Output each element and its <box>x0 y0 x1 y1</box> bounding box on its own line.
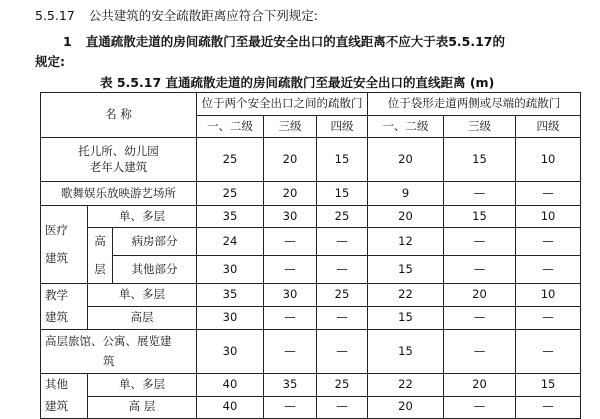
row-label-teaching <box>41 284 88 330</box>
cell: — <box>444 307 516 330</box>
cell: 40 <box>197 396 264 418</box>
cell: 15 <box>444 206 516 228</box>
cell: 25 <box>197 182 264 206</box>
row-label-line: 高层旅馆、公寓、展览建 <box>45 334 172 349</box>
cell: 15 <box>444 138 516 182</box>
cell: 20 <box>444 284 516 307</box>
table-row <box>41 182 581 206</box>
cell: 20 <box>264 182 317 206</box>
row-label-others <box>41 374 88 419</box>
header-level12: 一、二级 <box>197 116 264 138</box>
cell: — <box>444 228 516 256</box>
cell: 20 <box>368 138 444 182</box>
table-row <box>41 138 581 182</box>
cell: 30 <box>264 206 317 228</box>
item-line-1 <box>63 32 505 50</box>
row-label-others-high: 高 层 <box>88 396 197 418</box>
row-label-line: 建筑 <box>45 399 68 414</box>
row-label-teaching-multi: 单、多层 <box>88 284 197 307</box>
section-text: 公共建筑的安全疏散距离应符合下列规定: <box>88 8 318 23</box>
item-text-2: 规定: <box>35 54 65 69</box>
table-row <box>41 396 581 418</box>
section-heading <box>35 6 318 24</box>
table-row <box>41 307 581 330</box>
row-label-ward: 病房部分 <box>113 228 197 256</box>
cell: 30 <box>197 330 264 374</box>
row-label-entertainment: 歌舞娱乐放映游艺场所 <box>41 182 197 206</box>
cell: — <box>264 396 317 418</box>
cell: — <box>444 330 516 374</box>
header-level4: 四级 <box>317 116 368 138</box>
header-level12: 一、二级 <box>368 116 444 138</box>
cell: 25 <box>197 138 264 182</box>
cell: — <box>516 330 581 374</box>
cell: 15 <box>368 307 444 330</box>
header-row-1 <box>41 93 581 116</box>
section-number: 5.5.17 <box>35 8 75 23</box>
item-text-1: 直通疏散走道的房间疏散门至最近安全出口的直线距离不应大于表5.5.17的 <box>85 34 505 49</box>
cell: — <box>317 330 368 374</box>
cell: — <box>264 256 317 284</box>
cell: — <box>516 228 581 256</box>
cell: 25 <box>317 374 368 396</box>
row-label-line: 筑 <box>103 353 115 368</box>
header-level4: 四级 <box>516 116 581 138</box>
cell: — <box>264 307 317 330</box>
cell: — <box>516 182 581 206</box>
row-label-medical-multi: 单、多层 <box>88 206 197 228</box>
cell: 24 <box>197 228 264 256</box>
cell: — <box>264 330 317 374</box>
cell: — <box>317 307 368 330</box>
table-row <box>41 374 581 396</box>
cell: 35 <box>264 374 317 396</box>
cell: 30 <box>197 307 264 330</box>
cell: 30 <box>264 284 317 307</box>
row-label-others-multi: 单、多层 <box>88 374 197 396</box>
cell: — <box>317 396 368 418</box>
cell: 12 <box>368 228 444 256</box>
table-row <box>41 256 581 284</box>
header-group-between-exits: 位于两个安全出口之间的疏散门 <box>197 93 368 116</box>
cell: 22 <box>368 374 444 396</box>
cell: 20 <box>264 138 317 182</box>
row-label-medical-high <box>88 228 113 284</box>
cell: 20 <box>368 206 444 228</box>
cell: 10 <box>516 206 581 228</box>
cell: — <box>516 256 581 284</box>
cell: 15 <box>516 374 581 396</box>
cell: — <box>444 396 516 418</box>
cell: 15 <box>368 330 444 374</box>
row-label-line: 建筑 <box>45 250 68 265</box>
cell: — <box>444 256 516 284</box>
cell: 40 <box>197 374 264 396</box>
header-level3: 三级 <box>444 116 516 138</box>
table-row <box>41 284 581 307</box>
table-row <box>41 330 581 374</box>
row-label-nursery <box>41 138 197 182</box>
cell: 10 <box>516 284 581 307</box>
cell: — <box>444 182 516 206</box>
cell: 15 <box>317 182 368 206</box>
header-level3: 三级 <box>264 116 317 138</box>
row-label-medical <box>41 206 88 284</box>
cell: 15 <box>317 138 368 182</box>
row-label-line: 高 <box>94 234 106 248</box>
table-row <box>41 206 581 228</box>
cell: 10 <box>516 138 581 182</box>
row-label-teaching-high: 高层 <box>88 307 197 330</box>
header-group-dead-end: 位于袋形走道两侧或尽端的疏散门 <box>368 93 581 116</box>
cell: 20 <box>368 396 444 418</box>
header-name: 名 称 <box>41 93 197 138</box>
row-label-line: 其他 <box>45 377 68 392</box>
distance-table <box>40 92 581 419</box>
cell: 25 <box>317 284 368 307</box>
row-label-other-part: 其他部分 <box>113 256 197 284</box>
row-label-line: 教学 <box>45 287 68 302</box>
row-label-line: 建筑 <box>45 309 68 324</box>
cell: 9 <box>368 182 444 206</box>
cell: 20 <box>444 374 516 396</box>
cell: 15 <box>368 256 444 284</box>
cell: 22 <box>368 284 444 307</box>
row-label-line: 老年人建筑 <box>89 159 148 174</box>
row-label-line: 托儿所、幼儿园 <box>78 143 159 158</box>
cell: — <box>264 228 317 256</box>
row-label-line: 层 <box>94 261 106 276</box>
cell: 35 <box>197 284 264 307</box>
cell: 25 <box>317 206 368 228</box>
cell: — <box>516 307 581 330</box>
cell: 30 <box>197 256 264 284</box>
table-caption: 表 5.5.17 直通疏散走道的房间疏散门至最近安全出口的直线距离 (m) <box>100 75 495 90</box>
item-number: 1 <box>63 34 72 49</box>
cell: — <box>317 228 368 256</box>
cell: — <box>516 396 581 418</box>
cell: — <box>317 256 368 284</box>
row-label-hotel <box>41 330 197 374</box>
cell: 35 <box>197 206 264 228</box>
table-row <box>41 228 581 256</box>
row-label-line: 医疗 <box>45 223 68 237</box>
